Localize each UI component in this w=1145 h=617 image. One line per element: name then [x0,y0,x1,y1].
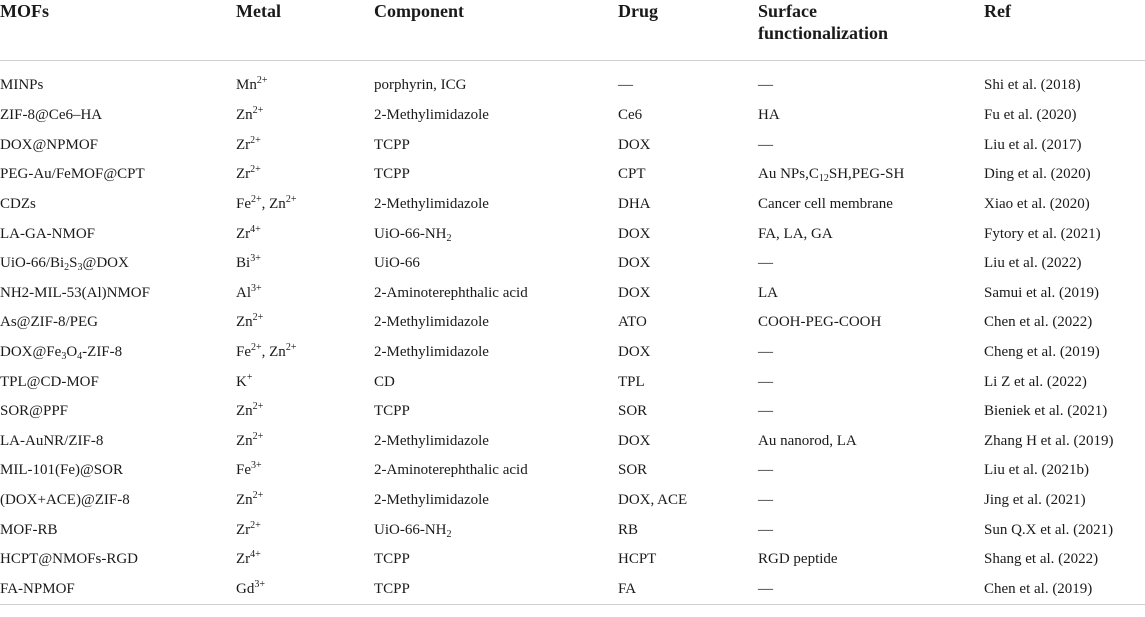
superscript: 2+ [252,401,264,413]
cell-component: 2-Methylimidazole [374,196,489,213]
cell-metal: $Zn^{2+}$ [236,401,264,420]
cell-mof: NH2-MIL-53(Al)NMOF [0,284,150,301]
cell-drug: DOX, ACE [618,492,688,509]
cell-ref: Liu et al. (2021b) [984,462,1089,479]
table-row [0,61,1145,102]
cell-ref: Li Z et al. (2022) [984,373,1087,390]
subscript: 12 [818,173,829,185]
cell-drug: RB [618,521,639,538]
cell-surface: — [758,373,773,390]
header-mofs: MOFs [0,1,49,21]
cell-component: 2-Aminoterephthalic acid [374,284,528,301]
subscript: 2 [446,232,452,244]
cell-ref: Cheng et al. (2019) [984,344,1100,361]
cell-component: UiO-$66-NH_2$ [374,521,452,540]
cell-ref: Liu et al. (2022) [984,255,1082,272]
cell-mof: (DOX+ACE)@ZIF-8 [0,492,130,509]
subscript: 2 [64,262,70,274]
cell-mof: TPL@CD-MOF [0,373,99,390]
cell-mof: DOX@NPMOF [0,136,98,153]
cell-surface: LA [758,284,778,301]
table-row [0,279,1145,309]
table-row [0,101,1145,131]
cell-surface: FA, LA, GA [758,225,833,242]
cell-metal: $Zn^{2+}$ [236,312,264,331]
superscript: 4+ [250,549,261,561]
subscript: 3 [61,351,67,363]
cell-drug: DOX [618,284,651,301]
header-component: Component [374,1,465,21]
cell-drug: CPT [618,166,646,183]
cell-drug: FA [618,580,637,597]
cell-mof: MINPs [0,76,44,93]
cell-mof: PEG-Au/FeMOF@CPT [0,166,145,183]
cell-component: TCPP [374,136,410,153]
superscript: 2+ [252,105,264,117]
cell-drug: DOX [618,344,651,361]
superscript: + [246,371,253,383]
superscript: 2+ [252,430,264,442]
table-row [0,190,1145,220]
cell-ref: Xiao et al. (2020) [984,196,1090,213]
cell-surface: RGD peptide [758,551,838,568]
cell-component: porphyrin, ICG [374,76,467,93]
table-row [0,160,1145,190]
cell-surface: — [758,580,773,597]
table-row [0,456,1145,486]
superscript: 2+ [250,134,261,146]
cell-ref: Liu et al. (2017) [984,136,1082,153]
cell-mof: CDZs [0,196,36,213]
cell-metal: $Gd^{3+}$ [236,578,265,597]
superscript: 3+ [254,578,265,590]
superscript: 2+ [285,194,297,206]
cell-surface: — [758,136,773,153]
cell-metal: $Zn^{2+}$ [236,430,264,449]
header-ref: Ref [984,1,1011,21]
header-drug: Drug [618,1,658,21]
superscript: 3+ [250,253,261,265]
cell-mof: ZIF-8@Ce6–HA [0,107,103,124]
superscript: 2+ [285,342,297,354]
cell-surface: — [758,76,773,93]
table-row [0,515,1145,545]
cell-mof: FA-NPMOF [0,580,75,597]
cell-metal: $Fe^{3+}$ [236,460,262,479]
cell-ref: Chen et al. (2022) [984,314,1093,331]
cell-metal: K+ [236,371,253,390]
cell-ref: Jing et al. (2021) [984,492,1086,509]
cell-metal: $Fe^{2+}$, $Zn^{2+}$ [236,194,297,213]
subscript: 4 [77,351,83,363]
cell-mof: LA-GA-NMOF [0,225,95,242]
cell-metal: $Zr^{4+}$ [236,549,261,568]
superscript: 2+ [251,342,262,354]
cell-surface: — [758,403,773,420]
table-row [0,545,1145,575]
cell-ref: Chen et al. (2019) [984,580,1093,597]
cell-metal: $Zn^{2+}$ [236,105,264,124]
cell-drug: DOX [618,225,651,242]
cell-surface: COOH-PEG-COOH [758,314,882,331]
superscript: 2+ [250,164,261,176]
cell-drug: DOX [618,136,651,153]
cell-component: 2-Methylimidazole [374,314,489,331]
cell-metal: $Zr^{4+}$ [236,223,261,242]
cell-mof: HCPT@NMOFs-RGD [0,551,139,568]
cell-surface: — [758,492,773,509]
cell-component: 2-Methylimidazole [374,107,489,124]
cell-metal: $Zr^{2+}$ [236,519,261,538]
cell-ref: Shang et al. (2022) [984,551,1099,568]
cell-surface: — [758,462,773,479]
table-row [0,219,1145,249]
table-row [0,131,1145,161]
table-row [0,308,1145,338]
superscript: 2+ [250,519,261,531]
cell-component: TCPP [374,551,410,568]
cell-surface: — [758,255,773,272]
cell-surface: HA [758,107,780,124]
cell-component: UiO-66 [374,255,420,272]
cell-component: TCPP [374,166,410,183]
table-body [0,61,1145,605]
cell-component: CD [374,373,395,390]
cell-ref: Fu et al. (2020) [984,107,1077,124]
cell-metal: $Mn^{2+}$ [236,74,268,93]
cell-component: TCPP [374,580,410,597]
superscript: 3+ [251,282,262,294]
cell-drug: — [618,76,633,93]
cell-surface: — [758,344,773,361]
cell-ref: Shi et al. (2018) [984,76,1081,93]
cell-mof: $DOX@Fe_3O_4-ZIF-8$ [0,344,123,363]
cell-metal: $Fe^{2+}$, $Zn^{2+}$ [236,342,297,361]
superscript: 2+ [252,490,264,502]
cell-metal: $Zr^{2+}$ [236,134,261,153]
cell-mof: MOF-RB [0,521,58,538]
cell-component: 2-Aminoterephthalic acid [374,462,528,479]
table-row [0,367,1145,397]
cell-surface: Au $NPs,C_{12}SH,PEG-SH$ [758,166,905,185]
cell-mof: UiO-$66/Bi_2S_3@DOX$ [0,255,129,274]
superscript: 2+ [252,312,264,324]
header-surface-line1: Surface [758,1,817,21]
cell-mof: As@ZIF-8/PEG [0,314,98,331]
cell-component: UiO-$66-NH_2$ [374,225,452,244]
cell-ref: Sun Q.X et al. (2021) [984,521,1114,538]
cell-drug: SOR [618,403,648,420]
cell-ref: Fytory et al. (2021) [984,225,1101,242]
subscript: 2 [446,528,452,540]
cell-component: 2-Methylimidazole [374,432,489,449]
cell-mof: LA-AuNR/ZIF-8 [0,432,104,449]
cell-metal: $Bi^{3+}$ [236,253,261,272]
cell-drug: HCPT [618,551,657,568]
cell-surface: Au nanorod, LA [758,432,857,449]
cell-drug: TPL [618,373,645,390]
superscript: 4+ [250,223,261,235]
superscript: 2+ [251,194,262,206]
cell-drug: Ce6 [618,107,643,124]
header-surface-line2: functionalization [758,23,889,43]
cell-surface: Cancer cell membrane [758,196,893,213]
cell-drug: DHA [618,196,651,213]
cell-metal: $Al^{3+}$ [236,282,262,301]
table-row [0,427,1145,457]
table-row [0,486,1145,516]
header-surface-functionalization [758,0,984,61]
cell-component: TCPP [374,403,410,420]
cell-ref: Zhang H et al. (2019) [984,432,1114,449]
cell-ref: Ding et al. (2020) [984,166,1091,183]
cell-component: 2-Methylimidazole [374,492,489,509]
cell-drug: SOR [618,462,648,479]
cell-mof: MIL-101(Fe)@SOR [0,462,123,479]
superscript: 3+ [251,460,262,472]
cell-component: 2-Methylimidazole [374,344,489,361]
cell-surface: — [758,521,773,538]
subscript: 3 [77,262,83,274]
cell-drug: ATO [618,314,647,331]
header-row [0,0,1145,61]
header-metal: Metal [236,1,281,21]
cell-drug: DOX [618,432,651,449]
cell-drug: DOX [618,255,651,272]
superscript: 2+ [256,74,268,86]
cell-ref: Samui et al. (2019) [984,284,1099,301]
table-row [0,575,1145,605]
table-row [0,338,1145,368]
cell-metal: $Zn^{2+}$ [236,490,264,509]
cell-metal: $Zr^{2+}$ [236,164,261,183]
cell-mof: SOR@PPF [0,403,69,420]
cell-ref: Bieniek et al. (2021) [984,403,1108,420]
table-row [0,249,1145,279]
table-row [0,397,1145,427]
